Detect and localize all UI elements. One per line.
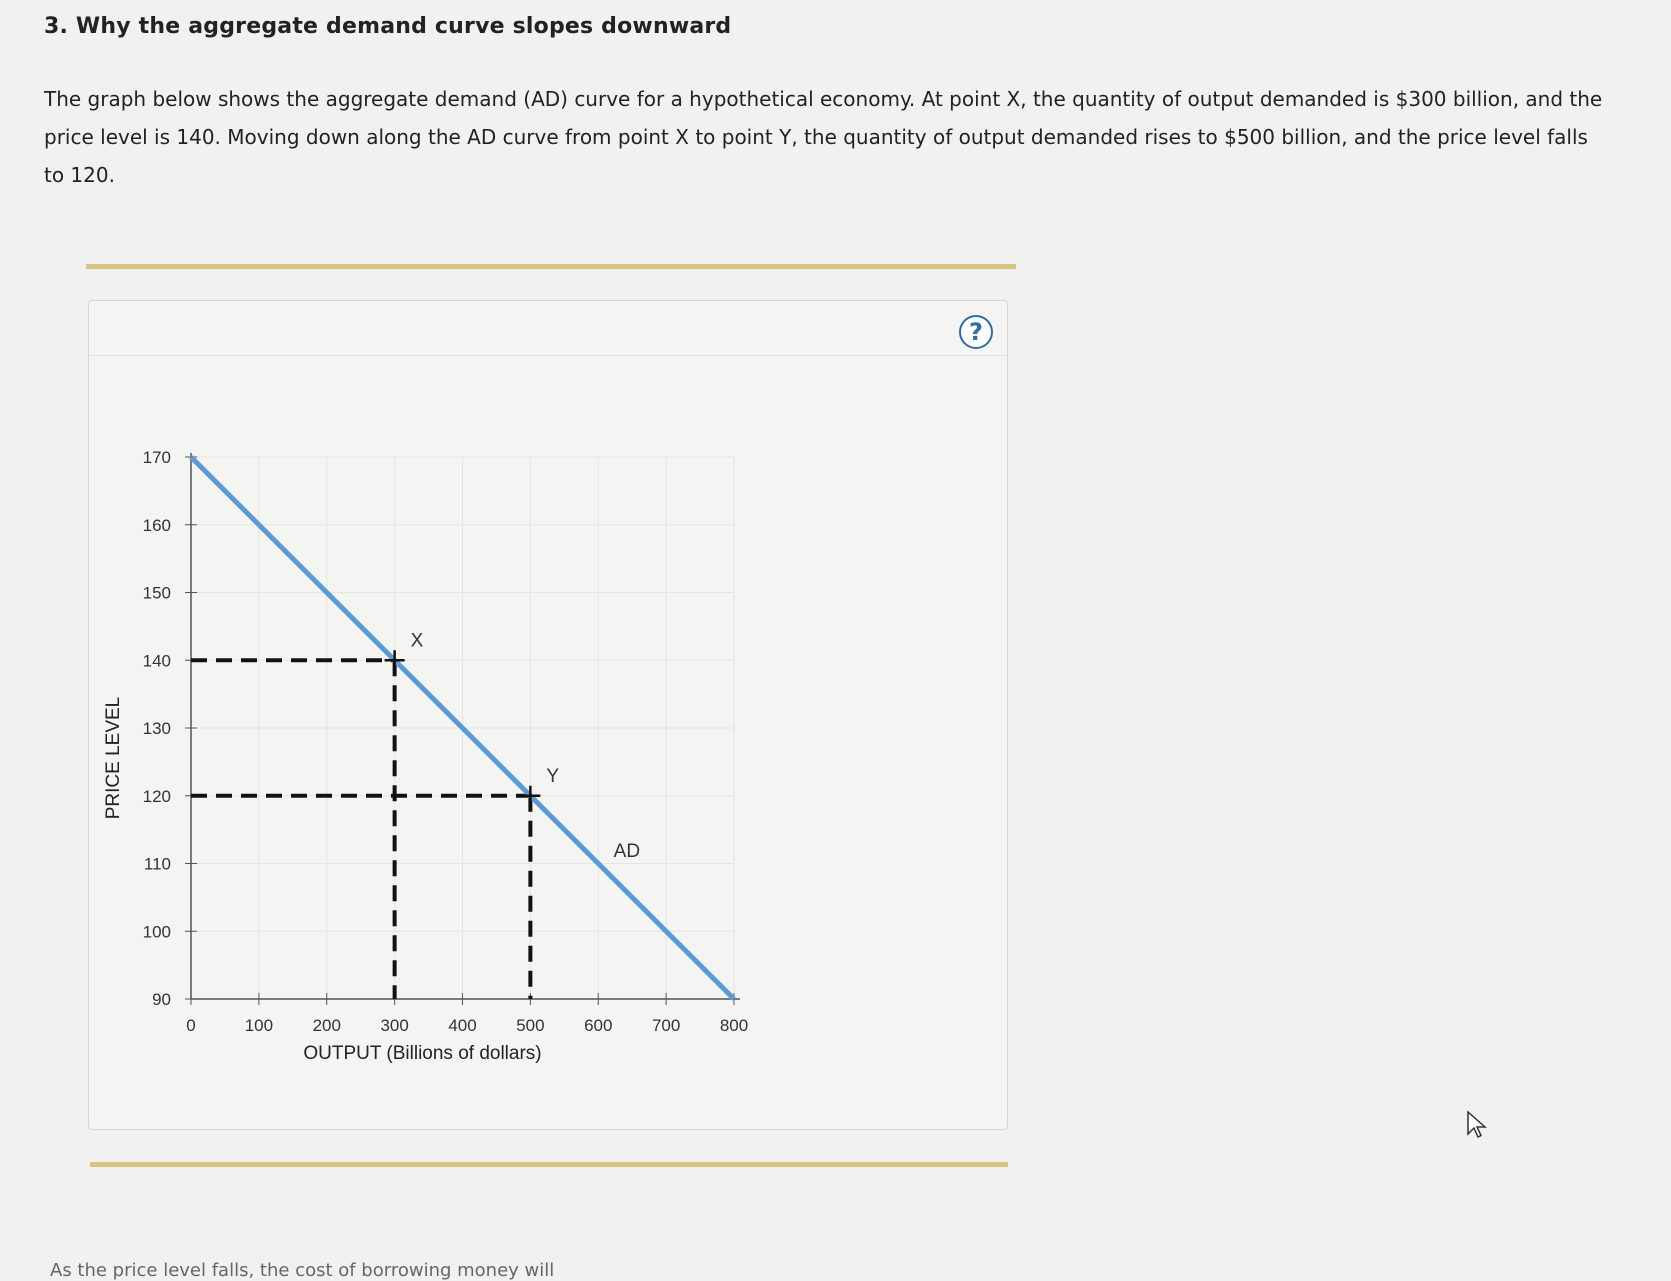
question-title: 3. Why the aggregate demand curve slopes downward — [44, 14, 732, 39]
point-label-X: X — [410, 630, 424, 652]
question-circle-icon: ? — [969, 318, 983, 346]
top-divider — [86, 264, 1016, 269]
x-tick-label-700: 700 — [651, 1016, 681, 1035]
x-tick-label-100: 100 — [244, 1016, 274, 1035]
y-axis-title: PRICE LEVEL — [103, 696, 124, 820]
y-tick-label-100: 100 — [142, 922, 171, 942]
x-tick-label-600: 600 — [584, 1016, 613, 1035]
x-tick-label-200: 200 — [312, 1016, 341, 1035]
y-tick-label-120: 120 — [142, 786, 171, 806]
y-tick-label-160: 160 — [142, 515, 171, 535]
y-tick-label-90: 90 — [152, 990, 171, 1009]
mouse-pointer-icon — [1466, 1110, 1488, 1140]
y-tick-label-110: 110 — [143, 854, 171, 874]
x-tick-label-400: 400 — [448, 1016, 477, 1035]
point-label-Y: Y — [546, 765, 560, 787]
x-tick-label-0: 0 — [186, 1016, 196, 1035]
y-tick-label-130: 130 — [142, 719, 171, 738]
graph-panel — [88, 300, 1008, 1130]
follow-up-question-text: As the price level falls, the cost of borrowing money will — [50, 1260, 555, 1281]
ad-curve-label: AD — [613, 840, 641, 862]
x-tick-label-300: 300 — [380, 1016, 409, 1035]
bottom-divider — [90, 1162, 1008, 1167]
x-tick-label-800: 800 — [719, 1016, 749, 1035]
y-tick-label-140: 140 — [142, 651, 171, 671]
x-axis-title: OUTPUT (Billions of dollars) — [303, 1043, 542, 1064]
y-tick-label-150: 150 — [142, 583, 171, 603]
ad-chart — [89, 301, 1007, 1129]
y-tick-label-170: 170 — [142, 448, 171, 467]
question-text: The graph below shows the aggregate demand (AD) curve for a hypothetical economy. At point X, the quantity of output demanded is $300 billion, and the price level is 140. Moving down along the AD curve from point X to point Y, the quantity of output demanded rises to $500 billion, and the price level falls to 120. — [44, 87, 1603, 187]
x-tick-label-500: 500 — [516, 1016, 545, 1035]
